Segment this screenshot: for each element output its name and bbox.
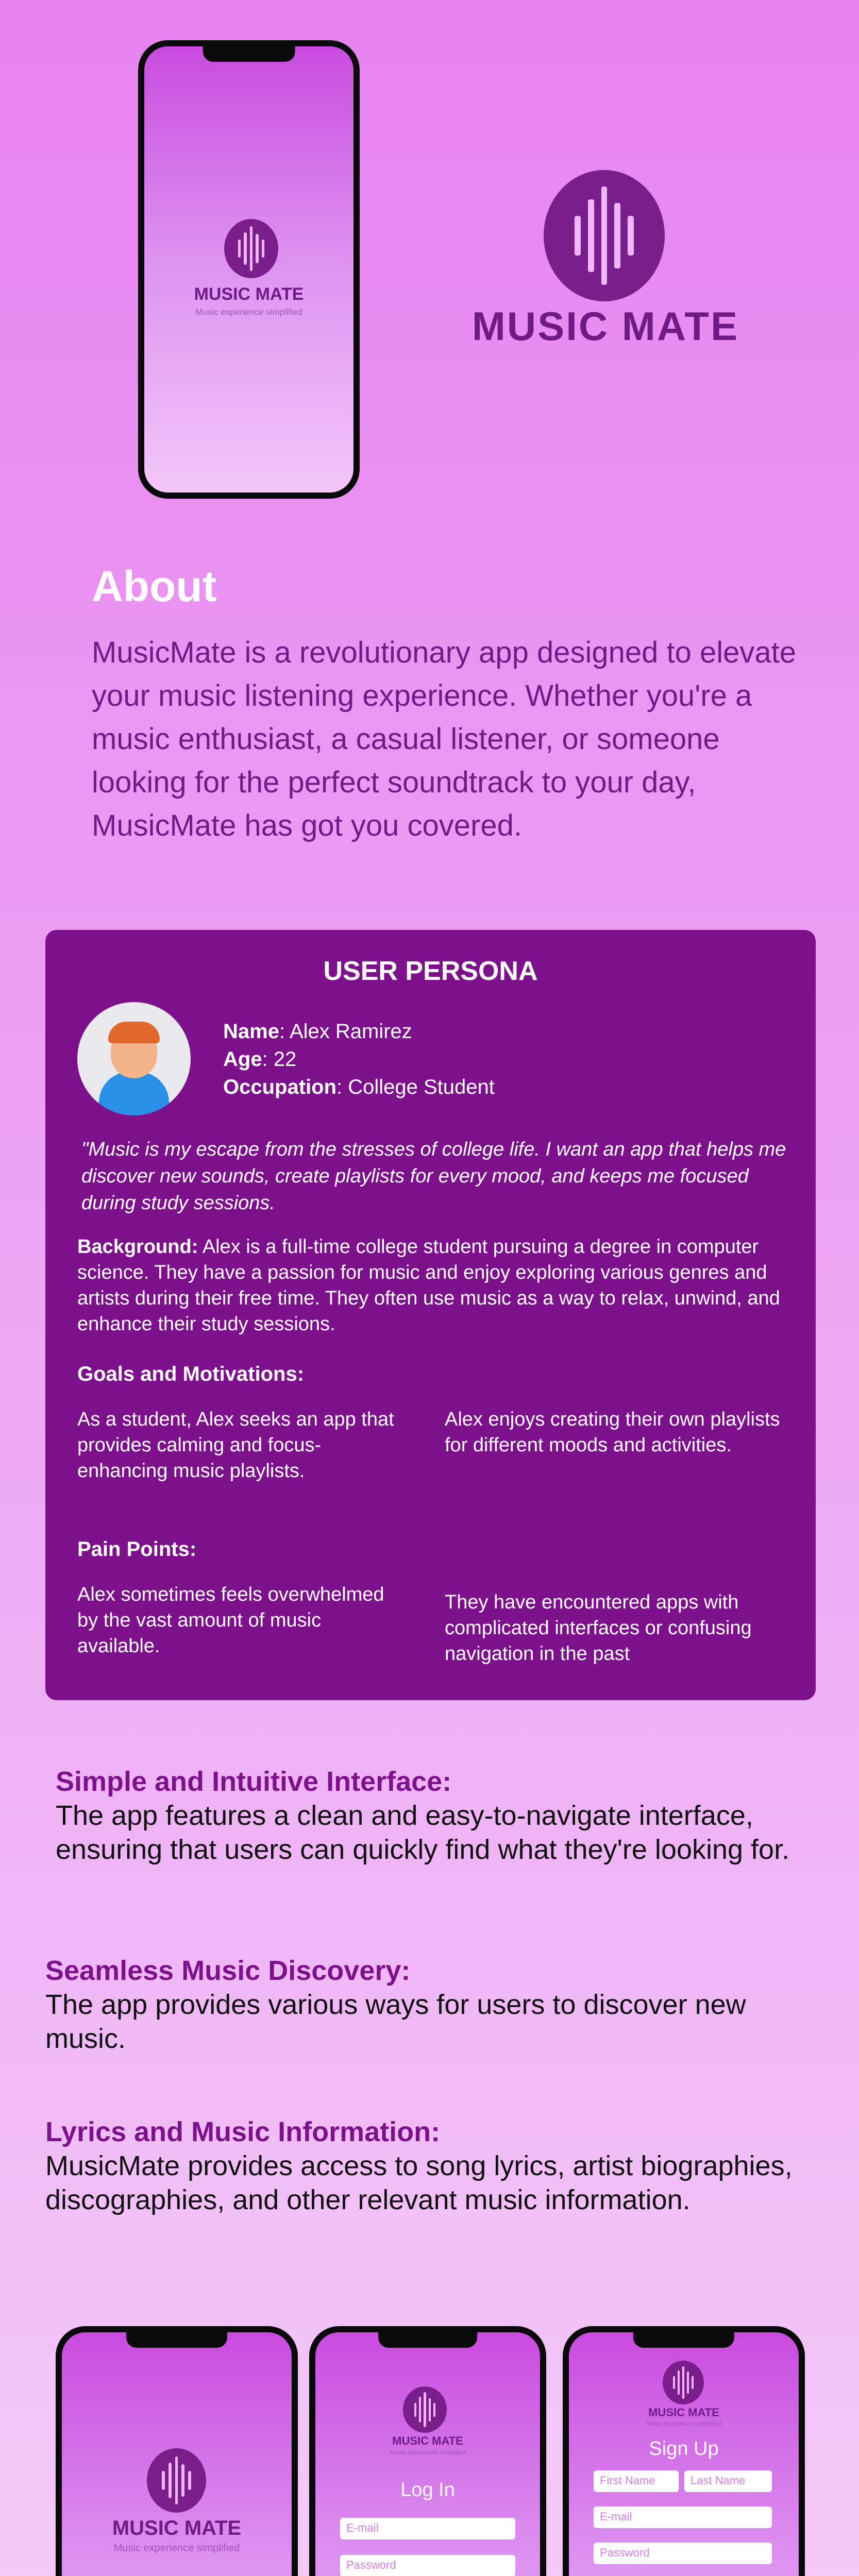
logo-icon	[544, 170, 665, 301]
persona-occupation-label: Occupation	[223, 1076, 337, 1098]
feature-text: MusicMate provides access to song lyrics, artist biographies, discographies, and other relevant music information.	[45, 2150, 793, 2215]
persona-avatar	[77, 1002, 191, 1115]
persona-pain-1: Alex sometimes feels overwhelmed by the vast amount of music available.	[77, 1584, 384, 1657]
persona-age-value: : 22	[262, 1048, 297, 1071]
hero-phone	[138, 40, 360, 499]
feature-lyrics	[45, 2115, 823, 2217]
persona-occupation-value: : College Student	[336, 1076, 495, 1098]
phone-notch	[126, 2332, 227, 2348]
welcome-screen	[62, 2332, 292, 2576]
persona-pain-2: They have encountered apps with complicated interfaces or confusing navigation in the past	[445, 1591, 752, 1665]
email-field[interactable]: E-mail	[340, 2518, 515, 2539]
phone-notch	[378, 2332, 477, 2348]
feature-title: Seamless Music Discovery:	[45, 1955, 411, 1986]
about-body: MusicMate is a revolutionary app designed to elevate your music listening experience. Whether you're a music enthusiast, a casual listener, or someone looking for the perfect soundtrack to your day, MusicMate has got you covered.	[92, 636, 796, 842]
feature-interface	[56, 1765, 829, 1867]
persona-background	[77, 1234, 794, 1337]
signup-phone	[563, 2326, 805, 2576]
welcome-phone	[56, 2326, 298, 2576]
signup-title: Sign Up	[649, 2438, 719, 2460]
logo-icon	[663, 2361, 704, 2404]
welcome-tagline: Music experience simplified	[113, 2543, 240, 2554]
hero-phone-screen	[144, 46, 353, 493]
feature-text: The app features a clean and easy-to-navigate interface, ensuring that users can quickly find what they're looking for.	[56, 1800, 790, 1865]
login-phone	[309, 2326, 546, 2576]
persona-name-value: : Alex Ramirez	[279, 1020, 412, 1043]
brand-title: MUSIC MATE	[471, 303, 739, 349]
persona-background-text: Alex is a full-time college student pursuing a degree in computer science. They have a passion for music and enjoy exploring various genres and artists during their free time. They often use music as a way to relax, unwind, and enhance their study sessions.	[77, 1236, 780, 1335]
login-title: Log In	[400, 2479, 455, 2501]
signup-tagline: Music experience simplified	[646, 2420, 722, 2427]
persona-goals-label: Goals and Motivations:	[77, 1363, 305, 1385]
persona-quote: "Music is my escape from the stresses of college life. I want an app that helps me discover new sounds, create playlists for every mood, and keeps me focused during study sessions.	[81, 1139, 786, 1214]
feature-title: Lyrics and Music Information:	[45, 2116, 441, 2147]
feature-title: Simple and Intuitive Interface:	[56, 1766, 452, 1797]
login-brand: MUSIC MATE	[392, 2434, 463, 2447]
persona-pain-label: Pain Points:	[77, 1538, 197, 1561]
logo-icon	[403, 2386, 447, 2433]
feature-text: The app provides various ways for users to discover new music.	[45, 1989, 746, 2054]
feature-discovery	[45, 1954, 823, 2056]
password-field[interactable]: Password	[340, 2555, 515, 2576]
phone-notch	[633, 2332, 734, 2348]
persona-background-label: Background:	[77, 1236, 198, 1258]
login-tagline: Music experience simplified	[390, 2449, 466, 2456]
hero-phone-brand: MUSIC MATE	[194, 284, 304, 304]
persona-age-label: Age	[223, 1048, 262, 1071]
about-heading: About	[92, 562, 217, 611]
password-field[interactable]: Password	[594, 2543, 772, 2564]
persona-goal-1: As a student, Alex seeks an app that provides calming and focus-enhancing music playlists.	[77, 1409, 394, 1482]
last-name-field[interactable]: Last Name	[684, 2470, 772, 2492]
signup-screen	[569, 2332, 799, 2576]
persona-goal-2: Alex enjoys creating their own playlists for different moods and activities.	[445, 1409, 780, 1456]
avatar-hair	[108, 1022, 160, 1043]
login-screen	[315, 2332, 540, 2576]
email-field[interactable]: E-mail	[594, 2506, 772, 2528]
persona-name-label: Name	[223, 1020, 279, 1043]
phone-notch	[203, 46, 295, 62]
persona-card	[45, 930, 816, 1700]
persona-details	[223, 1018, 495, 1101]
signup-brand: MUSIC MATE	[648, 2406, 719, 2419]
hero-phone-tagline: Music experience simplified	[195, 307, 302, 317]
logo-icon	[147, 2448, 206, 2513]
first-name-field[interactable]: First Name	[594, 2470, 679, 2492]
logo-icon	[224, 219, 278, 278]
welcome-brand: MUSIC MATE	[112, 2517, 242, 2539]
persona-title: USER PERSONA	[323, 956, 538, 986]
